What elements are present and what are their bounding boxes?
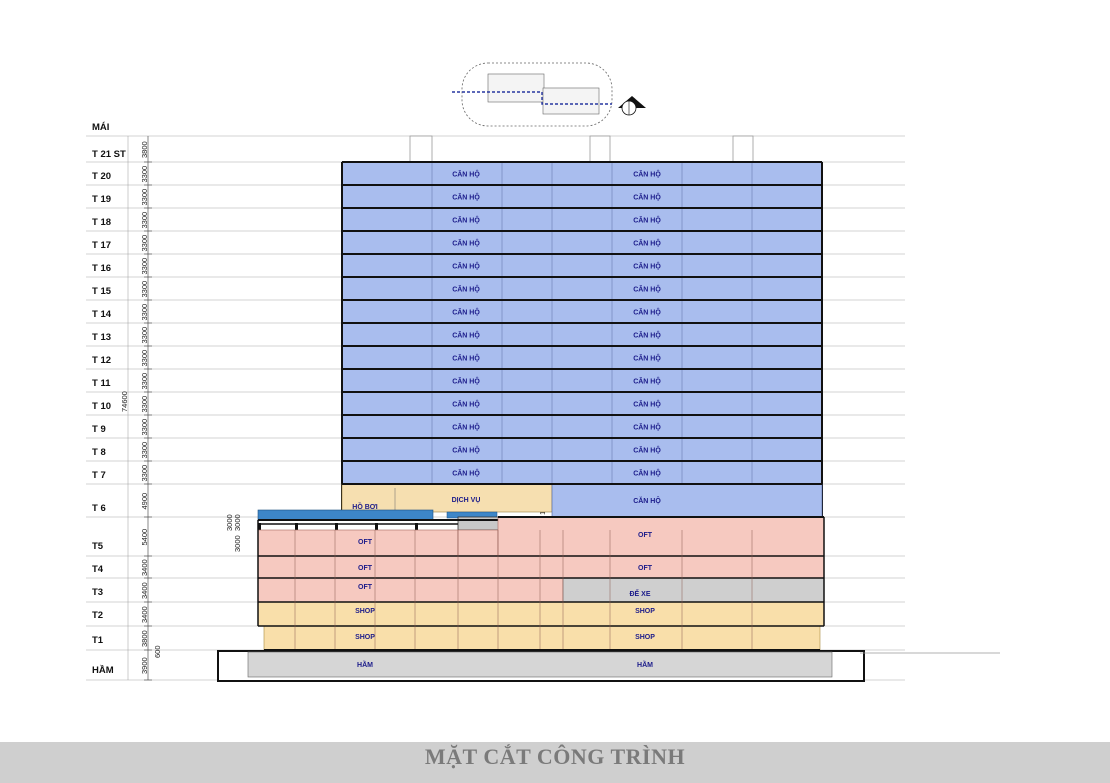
parking-floor — [563, 578, 824, 602]
room-label-can-ho: CĂN HỘ — [452, 286, 480, 294]
room-label-ham: HẦM — [357, 662, 373, 669]
room-label-de-xe: ĐỂ XE — [629, 591, 651, 598]
level-height-t18: 3300 — [140, 211, 149, 229]
room-label-ho-boi: HỒ BƠI — [352, 504, 378, 511]
shop-floor — [258, 602, 824, 626]
room-label-can-ho: CĂN HỘ — [633, 286, 661, 294]
level-height-t15: 3300 — [140, 280, 149, 298]
level-height-t12: 3300 — [140, 349, 149, 367]
roof-structure — [410, 136, 432, 162]
level-height-t4: 3400 — [140, 559, 149, 576]
beam — [415, 523, 418, 530]
level-height-t17: 3300 — [140, 234, 149, 252]
room-label-can-ho: CĂN HỘ — [633, 447, 661, 455]
level-height-t13: 3300 — [140, 326, 149, 344]
t5-dimension-a: 3000 — [225, 514, 234, 531]
apartment-floor — [342, 415, 822, 438]
room-label-shop: SHOP — [635, 608, 655, 615]
room-label-oft: OFT — [358, 539, 372, 546]
room-label-can-ho: CĂN HỘ — [452, 240, 480, 248]
pool — [258, 510, 433, 520]
level-height-t2: 3400 — [140, 606, 149, 623]
level-label-mai: MÁI — [92, 122, 110, 133]
roof-structure — [590, 136, 610, 162]
beam — [335, 523, 338, 530]
room-label-can-ho: CĂN HỘ — [633, 424, 661, 432]
level-label-t12: T 12 — [92, 355, 112, 366]
room-label-oft: OFT — [638, 565, 652, 572]
room-label-dich-vu: DỊCH VỤ — [451, 497, 481, 504]
level-height-t1: 3800 — [140, 630, 149, 647]
level-label-t3: T3 — [92, 587, 104, 598]
room-label-can-ho: CĂN HỘ — [633, 498, 661, 505]
apartment-floor — [342, 461, 822, 484]
level-height-t19: 3300 — [140, 188, 149, 206]
room-label-can-ho: CĂN HỘ — [452, 355, 480, 363]
office-floor — [258, 578, 563, 602]
level-label-t11: T 11 — [92, 378, 111, 389]
level-height-t21: 3800 — [140, 141, 149, 158]
level-label-t17: T 17 — [92, 240, 112, 251]
level-height-t20: 3300 — [140, 165, 149, 183]
apartment-floor — [342, 369, 822, 392]
level-label-t9: T 9 — [92, 424, 106, 435]
building-section — [218, 136, 1000, 681]
room-label-can-ho: CĂN HỘ — [633, 263, 661, 271]
level-label-t8: T 8 — [92, 447, 106, 458]
level-label-t21: T 21 ST — [92, 149, 126, 160]
roof-structure — [733, 136, 753, 162]
level-label-t7: T 7 — [92, 470, 106, 481]
level-label-t19: T 19 — [92, 194, 112, 205]
room-label-can-ho: CĂN HỘ — [452, 447, 480, 455]
apartment-floor — [342, 185, 822, 208]
room-label-can-ho: CĂN HỘ — [452, 217, 480, 225]
room-label-ham: HẦM — [637, 662, 653, 669]
level-label-t4: T4 — [92, 564, 104, 575]
level-label-t13: T 13 — [92, 332, 112, 343]
beam — [375, 523, 378, 530]
office-floor — [498, 517, 824, 556]
level-height-t11: 3300 — [140, 372, 149, 390]
room-label-shop: SHOP — [355, 634, 375, 641]
shop-floor — [264, 626, 820, 650]
level-label-ham: HẦM — [92, 665, 114, 676]
room-label-oft: OFT — [638, 532, 652, 539]
apartment-floor — [552, 484, 822, 517]
basement-floor — [248, 652, 832, 677]
apartment-floor — [342, 323, 822, 346]
level-label-t6: T 6 — [92, 503, 106, 514]
apartment-floor — [342, 277, 822, 300]
level-height-t14: 3300 — [140, 303, 149, 321]
apartment-floor — [342, 438, 822, 461]
basement-extra-dimension: 600 — [153, 645, 162, 658]
room-label-can-ho: CĂN HỘ — [633, 309, 661, 317]
level-label-t15: T 15 — [92, 286, 112, 297]
apartment-floor — [342, 208, 822, 231]
level-height-t6: 4900 — [140, 492, 149, 510]
room-label-can-ho: CĂN HỘ — [633, 217, 661, 225]
level-label-t16: T 16 — [92, 263, 112, 274]
level-height-t5: 5400 — [140, 528, 149, 546]
room-label-can-ho: CĂN HỘ — [452, 424, 480, 432]
key-plan-block — [543, 88, 599, 114]
room-label-can-ho: CĂN HỘ — [452, 470, 480, 478]
beam — [295, 523, 298, 530]
level-label-t10: T 10 — [92, 401, 112, 412]
room-label-can-ho: CĂN HỘ — [633, 332, 661, 340]
room-label-can-ho: CĂN HỘ — [452, 194, 480, 202]
t5-dimension-b: 3000 — [233, 514, 242, 531]
room-label-oft: OFT — [358, 584, 372, 591]
apartment-floor — [342, 392, 822, 415]
level-height-t3: 3400 — [140, 582, 149, 599]
level-height-t7: 3300 — [140, 464, 149, 482]
room-label-can-ho: CĂN HỘ — [633, 194, 661, 202]
level-height-ham: 3900 — [140, 657, 149, 674]
room-label-can-ho: CĂN HỘ — [452, 401, 480, 409]
room-label-can-ho: CĂN HỘ — [633, 355, 661, 363]
office-floor — [258, 556, 824, 578]
room-label-can-ho: CĂN HỘ — [633, 401, 661, 409]
room-label-can-ho: CĂN HỘ — [452, 378, 480, 386]
room-label-can-ho: CĂN HỘ — [633, 378, 661, 386]
t5-dimension-c: 3000 — [233, 535, 242, 552]
level-label-t1: T1 — [92, 635, 104, 646]
level-label-t20: T 20 — [92, 171, 112, 182]
room-label-shop: SHOP — [635, 634, 655, 641]
apartment-floor — [342, 346, 822, 369]
level-height-t9: 3300 — [140, 418, 149, 436]
level-label-t14: T 14 — [92, 309, 112, 320]
key-plan-inset — [452, 63, 646, 126]
level-height-t10: 3300 — [140, 395, 149, 413]
room-label-can-ho: CĂN HỘ — [633, 240, 661, 248]
room-label-can-ho: CĂN HỘ — [452, 332, 480, 340]
room-label-oft: OFT — [358, 565, 372, 572]
level-height-t16: 3300 — [140, 257, 149, 275]
room-label-shop: SHOP — [355, 608, 375, 615]
room-label-can-ho: CĂN HỘ — [452, 263, 480, 271]
apartment-floor — [342, 162, 822, 185]
level-label-t2: T2 — [92, 610, 104, 621]
level-height-t8: 3300 — [140, 441, 149, 459]
room-label-can-ho: CĂN HỘ — [452, 309, 480, 317]
pool-equipment — [458, 517, 500, 530]
drawing-caption: MẶT CẮT CÔNG TRÌNH — [424, 744, 686, 769]
level-label-t5: T5 — [92, 541, 104, 552]
apartment-floor — [342, 254, 822, 277]
total-height-dimension: 74600 — [120, 391, 129, 412]
room-label-can-ho: CĂN HỘ — [633, 470, 661, 478]
office-floor — [458, 530, 498, 556]
key-plan-block — [488, 74, 544, 102]
level-label-t18: T 18 — [92, 217, 112, 228]
room-label-can-ho: CĂN HỘ — [452, 171, 480, 179]
room-label-can-ho: CĂN HỘ — [633, 171, 661, 179]
apartment-floor — [342, 231, 822, 254]
apartment-floor — [342, 300, 822, 323]
